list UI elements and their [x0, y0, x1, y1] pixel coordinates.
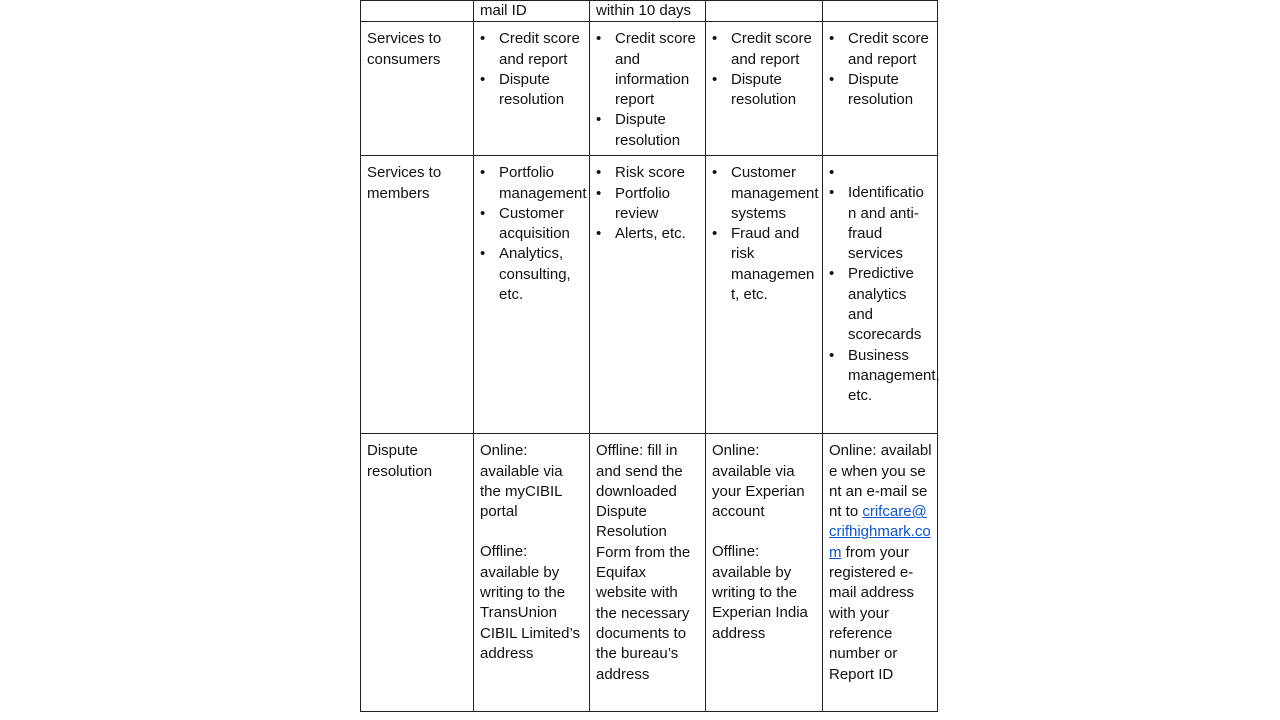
list-item: • Credit score and report	[731, 29, 817, 70]
list-item: • Dispute resolution	[731, 70, 817, 111]
crif-email-link[interactable]: crifcare@crifhighmark.com	[829, 503, 931, 561]
bullet-list	[712, 163, 817, 305]
table-cell: mail ID	[474, 1, 590, 22]
row-header-line: members	[367, 184, 430, 202]
dispute-online-text-continued: from your registered e-mail address with your reference number or Report ID	[829, 543, 915, 683]
credit-bureau-comparison-table	[360, 0, 938, 712]
table-cell	[590, 156, 706, 434]
list-item: • Analytics, consulting, etc.	[499, 244, 584, 305]
table-cell	[474, 434, 590, 712]
table-row	[361, 1, 938, 22]
table-cell	[590, 22, 706, 156]
bullet-list	[480, 29, 584, 110]
row-header-services-to-members	[361, 156, 474, 434]
table-cell	[706, 156, 823, 434]
bullet-list	[829, 29, 932, 110]
dispute-offline-text: Offline: fill in and send the downloaded Dispute Resolution Form from the Equifax website with the necessary documents to the bureau’s address	[596, 442, 691, 683]
list-item: • Credit score and report	[499, 29, 584, 70]
list-item	[848, 163, 932, 183]
row-header-line: Services to	[367, 30, 442, 48]
dispute-offline-text: Offline: available by writing to the TransUnion CIBIL Limited’s address	[480, 543, 581, 662]
paragraph-gap	[480, 522, 584, 542]
table-cell	[823, 22, 938, 156]
list-item: • Business management, etc.	[848, 346, 932, 407]
table-row	[361, 434, 938, 712]
dispute-offline-text: Offline: available by writing to the Experian India address	[712, 543, 808, 642]
table-cell	[706, 22, 823, 156]
dispute-online-text: Online: available via the myCIBIL portal	[480, 442, 563, 521]
table-cell	[706, 1, 823, 22]
row-header-line: consumers	[367, 50, 441, 68]
row-header-dispute-resolution	[361, 434, 474, 712]
dispute-online-text: Online: available when you sent an e-mail sent to	[829, 442, 932, 521]
table-cell	[474, 22, 590, 156]
table-cell	[361, 1, 474, 22]
list-item: • Predictive analytics and scorecards	[848, 264, 932, 345]
list-item: • Fraud and risk managemen t, etc.	[731, 224, 817, 305]
table-cell	[823, 156, 938, 434]
dispute-online-text: Online: available via your Experian account	[712, 442, 805, 521]
row-header-line: Services to	[367, 164, 442, 182]
table-cell	[474, 156, 590, 434]
bullet-list	[596, 163, 700, 244]
list-item: • Portfolio review	[615, 184, 700, 225]
row-header-line: Dispute	[367, 442, 418, 460]
list-item: • Customer management systems	[731, 163, 817, 224]
table-cell	[823, 434, 938, 712]
list-item: • Dispute resolution	[615, 110, 700, 151]
bullet-list	[596, 29, 700, 151]
paragraph-gap	[712, 522, 817, 542]
table-cell	[706, 434, 823, 712]
table-row	[361, 22, 938, 156]
list-item: • Customer acquisition	[499, 204, 584, 245]
list-item: • Credit score and report	[848, 29, 932, 70]
table-row	[361, 156, 938, 434]
list-item: • Dispute resolution	[499, 70, 584, 111]
list-item: • Identificatio n and anti-fraud services	[848, 183, 932, 264]
list-item: • Portfolio management	[499, 163, 584, 204]
bullet-list	[712, 29, 817, 110]
row-header-services-to-consumers	[361, 22, 474, 156]
document-page	[360, 0, 940, 718]
bullet-list	[480, 163, 587, 305]
list-item: • Alerts, etc.	[615, 224, 700, 244]
list-item: • Dispute resolution	[848, 70, 932, 111]
bullet-list	[829, 163, 940, 406]
table-cell	[590, 434, 706, 712]
list-item: • Risk score	[615, 163, 700, 183]
table-cell: within 10 days	[590, 1, 706, 22]
list-item: • Credit score and information report	[615, 29, 700, 110]
row-header-line: resolution	[367, 462, 433, 480]
table-cell	[823, 1, 938, 22]
